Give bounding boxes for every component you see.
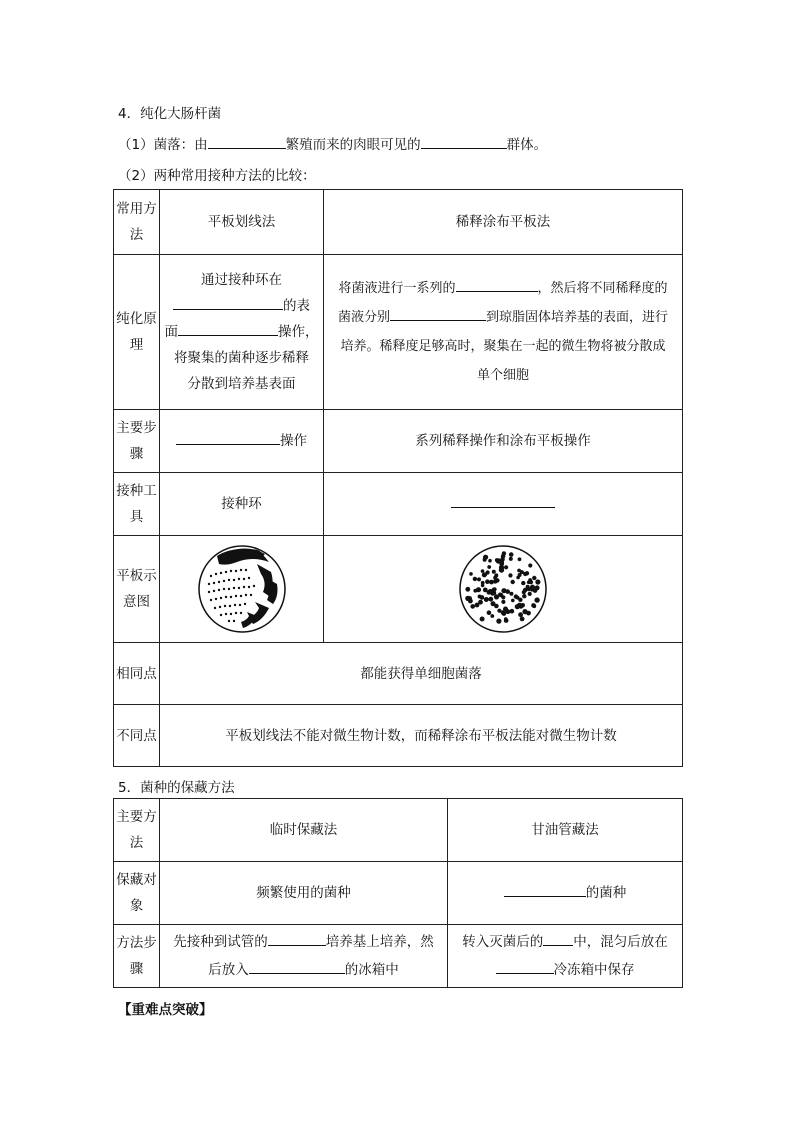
colony-dot (508, 573, 512, 577)
colony-dot (468, 599, 473, 604)
glycerol-steps-l1-prefix: 转入灭菌后的 (462, 934, 544, 950)
row-same (114, 643, 683, 705)
colony-dot (522, 609, 527, 614)
colony-dot (489, 580, 494, 585)
spread-principle-l1-suffix: ，然后将不同稀释度的 (537, 281, 668, 296)
label-diff: 不同点 (114, 705, 160, 767)
colony-text-3: 群体。 (506, 137, 548, 153)
colony-dot (486, 570, 490, 574)
colony-dot (532, 576, 536, 580)
same-point-text: 都能获得单细胞菌落 (160, 643, 683, 705)
temporary-steps-l2-prefix: 后放入 (208, 962, 249, 978)
blank-medium-type[interactable] (268, 931, 326, 946)
spread-principle-l3: 培养。稀释度足够高时，聚集在一起的微生物将被分散成 (340, 339, 666, 354)
colony-dot (501, 600, 505, 604)
label-methods: 常用方法 (114, 190, 160, 255)
colony-dot (497, 609, 501, 613)
colony-dot (498, 593, 502, 597)
colony-dot (504, 565, 508, 569)
row-methods (114, 190, 683, 255)
spread-principle-l2-prefix: 菌液分别 (337, 310, 390, 325)
colony-dot (530, 588, 534, 592)
colony-text-2: 繁殖而来的肉眼可见的 (285, 137, 421, 153)
temporary-steps-l1 (160, 928, 447, 956)
section-5-title: 5．菌种的保藏方法 (118, 780, 235, 796)
label-tools: 接种工具 (114, 473, 160, 536)
colony-dot (518, 573, 522, 577)
colony-dot (505, 610, 509, 614)
streak-tool: 接种环 (160, 473, 324, 536)
colony-dot (528, 578, 532, 582)
colony-dot (488, 597, 493, 602)
row-tools (114, 473, 683, 536)
colony-dot (511, 599, 515, 603)
blank-glycerol-object[interactable] (504, 882, 586, 897)
colony-dot (528, 563, 532, 567)
spread-plate-method: 稀释涂布平板法 (324, 190, 683, 255)
blank-freezer-temp[interactable] (496, 959, 554, 974)
temporary-preservation: 临时保藏法 (160, 799, 448, 862)
label-principle: 纯化原理 (114, 255, 160, 410)
colony-dot (481, 569, 485, 573)
streak-principle-l3-suffix: 操作， (278, 324, 319, 340)
blank-streak-steps[interactable] (176, 430, 280, 445)
colony-dot (521, 581, 525, 585)
spread-principle (324, 255, 683, 410)
label-plates: 平板示意图 (114, 536, 160, 643)
glycerol-steps-l2 (448, 956, 682, 984)
temporary-steps-l1-suffix: 培养基上培养，然 (325, 934, 434, 950)
colony-dot (485, 579, 490, 584)
temporary-steps-l2-suffix: 的冰箱中 (344, 962, 399, 978)
colony-dot (488, 559, 492, 563)
colony-dot (535, 579, 540, 584)
colony-dot (478, 600, 483, 605)
streak-principle-l1: 通过接种环在 (201, 272, 282, 288)
colony-dot (470, 604, 475, 609)
blank-colony-origin[interactable] (208, 134, 286, 149)
colony-definition (118, 133, 547, 153)
preservation-table (113, 798, 683, 988)
colony-dot (492, 570, 496, 574)
streak-principle-l3-prefix: 面 (164, 324, 178, 340)
blank-dilution[interactable] (456, 277, 538, 292)
colony-dot (487, 565, 491, 569)
temporary-object: 频繁使用的菌种 (160, 862, 448, 925)
streak-principle-l2-text: 的表 (283, 298, 310, 314)
colony-dot (520, 617, 525, 622)
row-preservation-objects (114, 862, 683, 925)
glycerol-steps (448, 925, 683, 988)
glycerol-steps-l1-suffix: 中，混匀后放在 (573, 934, 668, 950)
label-preservation-methods: 主要方法 (114, 799, 160, 862)
glycerol-object-text: 的菌种 (585, 885, 627, 901)
glycerol-steps-l2-suffix: 冷冻箱中保存 (553, 962, 635, 978)
colony-dot (487, 590, 491, 594)
colony-dot (532, 604, 536, 608)
section-4-title: 4．纯化大肠杆菌 (118, 106, 222, 122)
colony-dot (522, 594, 526, 598)
spread-principle-l1-prefix: 将菌液进行一系列的 (338, 281, 456, 296)
diff-point-text: 平板划线法不能对微生物计数，而稀释涂布平板法能对微生物计数 (160, 705, 683, 767)
colony-dot (480, 617, 485, 622)
label-preservation-steps: 方法步骤 (114, 925, 160, 988)
colony-dot (477, 577, 481, 581)
colony-dot (494, 604, 499, 609)
label-same: 相同点 (114, 643, 160, 705)
row-diff (114, 705, 683, 767)
glycerol-preservation: 甘油管藏法 (448, 799, 683, 862)
colony-dot (517, 569, 521, 573)
blank-spread-tool[interactable] (451, 493, 555, 508)
colony-dot (496, 619, 501, 624)
colony-dot (473, 577, 477, 581)
colony-dot (500, 560, 505, 565)
colony-dot (509, 552, 514, 557)
spread-principle-l2-suffix: 到琼脂固体培养基的表面，进行 (486, 310, 669, 325)
colony-dot (481, 584, 485, 588)
streak-steps-text: 操作 (280, 433, 307, 449)
colony-dot (490, 614, 494, 618)
colony-dot (525, 571, 529, 575)
blank-streak-surface[interactable] (173, 295, 283, 310)
colony-dot (501, 588, 506, 593)
colony-dot (487, 610, 492, 615)
streak-plate-diagram-cell (160, 536, 324, 643)
blank-fridge-temp[interactable] (249, 959, 345, 974)
row-preservation-methods (114, 799, 683, 862)
inoculation-comparison-table (113, 189, 683, 767)
colony-dot (528, 592, 532, 596)
colony-dot (484, 597, 489, 602)
row-preservation-steps (114, 925, 683, 988)
colony-dot (511, 580, 515, 584)
label-steps: 主要步骤 (114, 410, 160, 473)
streak-plate-method: 平板划线法 (160, 190, 324, 255)
glycerol-steps-l1 (448, 928, 682, 956)
row-plates (114, 536, 683, 643)
colony-dot (480, 595, 485, 600)
streak-steps (160, 410, 324, 473)
spread-plate-diagram (458, 544, 548, 634)
colony-text-1: （1）菌落：由 (118, 137, 208, 153)
colony-dot (518, 557, 522, 561)
colony-dot (491, 590, 496, 595)
colony-dot (502, 551, 506, 555)
colony-dot (469, 572, 473, 576)
comparison-heading: （2）两种常用接种方法的比较： (118, 168, 316, 184)
row-principle (114, 255, 683, 410)
colony-dot (509, 592, 513, 596)
spread-principle-l1 (324, 274, 682, 303)
streak-principle-l5: 分散到培养基表面 (187, 376, 296, 392)
row-steps (114, 410, 683, 473)
blank-glycerol[interactable] (543, 931, 573, 946)
glycerol-object (448, 862, 683, 925)
key-points-heading: 【重难点突破】 (118, 1002, 213, 1018)
label-preservation-objects: 保藏对象 (114, 862, 160, 925)
temporary-steps (160, 925, 448, 988)
streak-principle-l4: 将聚集的菌种逐步稀释 (174, 350, 309, 366)
blank-spread-action[interactable] (390, 306, 486, 321)
blank-colony-group[interactable] (421, 134, 507, 149)
temporary-steps-l2 (160, 956, 447, 984)
colony-dot (465, 587, 470, 592)
colony-dot (483, 555, 488, 560)
colony-dot (494, 573, 498, 577)
blank-streak-operation[interactable] (178, 321, 278, 336)
streak-principle-l3 (160, 319, 323, 345)
spread-plate-diagram-cell (324, 536, 683, 643)
colony-dot (504, 619, 508, 623)
colony-dot (518, 598, 522, 602)
colony-dot (535, 585, 540, 590)
spread-principle-l4: 单个细胞 (476, 368, 529, 383)
streak-principle (160, 255, 324, 410)
spread-steps: 系列稀释操作和涂布平板操作 (324, 410, 683, 473)
colony-dot (534, 597, 539, 602)
temporary-steps-l1-prefix: 先接种到试管的 (173, 934, 268, 950)
colony-dot (515, 604, 520, 609)
streak-principle-l2 (160, 293, 323, 319)
spread-tool (324, 473, 683, 536)
streak-plate-diagram (197, 544, 287, 634)
spread-principle-l2 (324, 303, 682, 332)
colony-dot (476, 587, 481, 592)
colony-dot (509, 557, 513, 561)
colony-dot (501, 595, 505, 599)
colony-dot (518, 612, 523, 617)
